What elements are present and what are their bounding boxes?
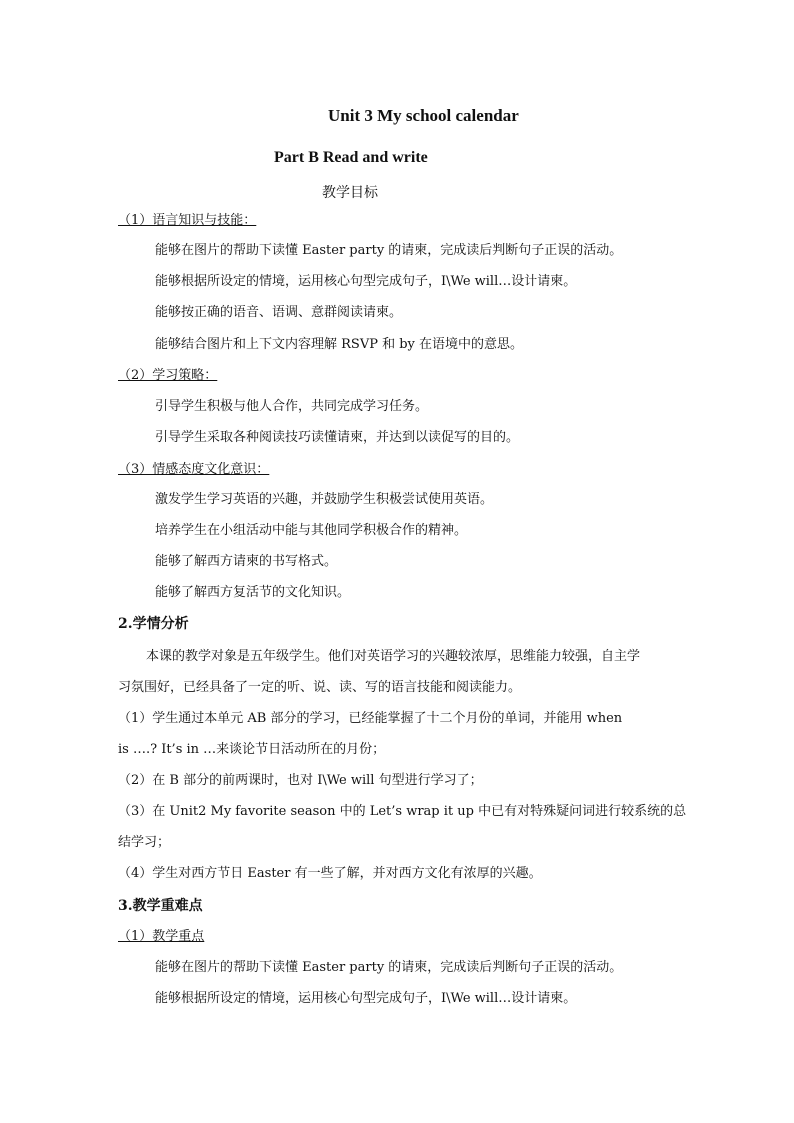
objective-item: 能够按正确的语音、语调、意群阅读请柬。 xyxy=(155,305,403,320)
keypoint-item: 能够在图片的帮助下读懂 Easter party 的请柬，完成读后判断句子正误的活动。 xyxy=(155,960,623,975)
analysis-paragraph-line: 本课的教学对象是五年级学生。他们对英语学习的兴趣较浓厚，思维能力较强，自主学 xyxy=(146,649,641,664)
analysis-item-line: （3）在 Unit2 My favorite season 中的 Let’s wrap it up 中已有对特殊疑问词进行较系统的总 xyxy=(118,804,687,819)
objective-item: 能够结合图片和上下文内容理解 RSVP 和 by 在语境中的意思。 xyxy=(155,337,524,352)
keypoints-sub-label: （1）教学重点 xyxy=(118,929,205,944)
page-title: Unit 3 My school calendar xyxy=(328,106,519,125)
analysis-item-line: is ….? It’s in …来谈论节日活动所在的月份； xyxy=(118,742,386,757)
objective-item: 能够了解西方复活节的文化知识。 xyxy=(155,585,351,600)
keypoints-heading: 3.教学重难点 xyxy=(118,898,203,914)
section-learning-strategies-label: （2）学习策略： xyxy=(118,368,218,383)
analysis-item-line: 结学习； xyxy=(118,835,171,850)
analysis-item-line: （2）在 B 部分的前两课时，也对 I\We will 句型进行学习了； xyxy=(118,773,483,788)
page-subtitle: Part B Read and write xyxy=(274,149,428,166)
analysis-item-line: （1）学生通过本单元 AB 部分的学习，已经能掌握了十二个月份的单词，并能用 when xyxy=(118,711,623,726)
objective-item: 能够了解西方请柬的书写格式。 xyxy=(155,554,338,569)
objective-item: 培养学生在小组活动中能与其他同学积极合作的精神。 xyxy=(155,523,468,538)
keypoint-item: 能够根据所设定的情境，运用核心句型完成句子，I\We will…设计请柬。 xyxy=(155,991,577,1006)
objective-item: 引导学生积极与他人合作，共同完成学习任务。 xyxy=(155,399,429,414)
section-language-skills-label: （1）语言知识与技能： xyxy=(118,213,257,228)
objective-item: 激发学生学习英语的兴趣，并鼓励学生积极尝试使用英语。 xyxy=(155,492,494,507)
objectives-heading: 教学目标 xyxy=(322,185,378,201)
analysis-item-line: （4）学生对西方节日 Easter 有一些了解，并对西方文化有浓厚的兴趣。 xyxy=(118,866,542,881)
analysis-heading: 2.学情分析 xyxy=(118,616,189,632)
objective-item: 引导学生采取各种阅读技巧读懂请柬，并达到以读促写的目的。 xyxy=(155,430,520,445)
objective-item: 能够根据所设定的情境，运用核心句型完成句子，I\We will…设计请柬。 xyxy=(155,274,577,289)
section-emotion-culture-label: （3）情感态度文化意识： xyxy=(118,462,270,477)
analysis-paragraph-line: 习氛围好，已经具备了一定的听、说、读、写的语言技能和阅读能力。 xyxy=(118,680,522,695)
objective-item: 能够在图片的帮助下读懂 Easter party 的请柬，完成读后判断句子正误的活动。 xyxy=(155,243,623,258)
